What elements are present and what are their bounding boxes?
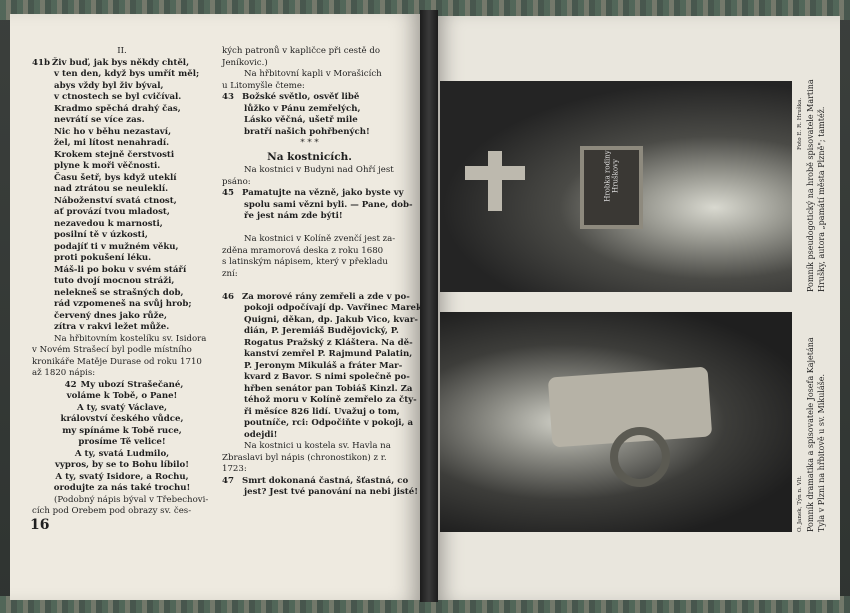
line-text	[222, 280, 225, 290]
line-text: Kradmo spěchá drahý čas,	[54, 103, 181, 114]
text-line	[222, 188, 404, 200]
line-text: poutníče, rci: Odpočiňte v pokoji, a	[244, 418, 414, 428]
text-line	[32, 472, 212, 484]
line-text: zděna mramorová deska z roku 1680	[222, 245, 384, 256]
line-text: hřben senátor pan Tobiáš Kinzl. Za	[244, 383, 413, 394]
line-text: Na kostnici u kostela sv. Havla na	[244, 441, 391, 451]
text-line	[222, 58, 397, 70]
line-text: my spínáme k Tobě ruce,	[62, 425, 182, 436]
line-text: v ten den, když bys umřít měl;	[54, 69, 200, 79]
line-text: Zbraslavi byl nápis (chronostikon) z r.	[222, 452, 387, 463]
line-text: Pamatujte na vězně, jako byste vy	[242, 188, 404, 198]
text-line	[222, 138, 397, 150]
text-line	[32, 391, 212, 403]
text-line	[32, 495, 212, 507]
grave-plaque	[580, 146, 643, 229]
line-text: kvard z Bavor. S nimi společně po-	[244, 372, 410, 382]
text-line	[222, 441, 397, 453]
text-line	[32, 345, 212, 357]
text-line	[32, 127, 212, 139]
line-text: ře jest nám zde býti!	[244, 211, 343, 221]
line-text: odejdi!	[244, 429, 278, 440]
text-line	[222, 81, 397, 93]
text-line	[222, 383, 413, 396]
line-text: spolu sami vězni byli. — Pane, dob-	[244, 199, 413, 210]
right-column-text	[222, 46, 422, 499]
text-line	[222, 418, 414, 430]
text-line	[32, 242, 212, 254]
caption-bottom-credit: O. Janek, Týn n. Vlt.	[797, 475, 803, 532]
line-text: Lásko věčná, ušetř mile	[244, 115, 358, 125]
text-line	[222, 46, 397, 58]
text-line	[222, 453, 397, 465]
line-text: bratří našich pohřbených!	[244, 126, 370, 137]
text-line	[32, 265, 212, 277]
verse-number: 42	[64, 379, 77, 390]
text-line	[222, 234, 397, 246]
text-line	[222, 395, 417, 407]
line-text: Na hřbitovním kostelíku sv. Isidora	[54, 333, 207, 344]
page-number: 16	[30, 517, 50, 533]
text-line	[222, 69, 397, 81]
line-text: plyne k moři věčnosti.	[54, 161, 161, 171]
line-text: prosíme Tě velice!	[78, 437, 166, 447]
plaque-inscription: Hrobka rodiny Hruškovy	[603, 150, 620, 202]
text-line	[222, 464, 397, 476]
line-text: II.	[117, 46, 127, 56]
caption-top-line1: Pomník pseudogotický na hrobě spisovatele Martina	[806, 79, 815, 292]
line-text: téhož moru v Kolíně zemřelo za čty-	[244, 395, 417, 405]
text-line	[32, 184, 212, 196]
line-text: vypros, by se to Bohu líbilo!	[54, 460, 190, 470]
text-line	[32, 150, 212, 162]
verse-number: 41b	[32, 57, 50, 68]
text-line	[32, 58, 212, 70]
line-text: Rogatus Pražský z Kláštera. Na dě-	[244, 337, 413, 348]
text-line	[32, 46, 212, 58]
line-text: dián, P. Jeremiáš Budějovický, P.	[244, 326, 399, 336]
text-line	[32, 403, 212, 415]
text-line	[222, 360, 403, 373]
line-text: voláme k Tobě, o Pane!	[66, 391, 178, 401]
line-text: psáno:	[222, 176, 251, 187]
line-text: Na kostnici v Kolíně zvenčí jest za-	[244, 234, 396, 244]
text-line	[32, 81, 212, 93]
text-line	[32, 483, 212, 495]
text-line	[222, 430, 397, 442]
line-text: Živ buď, jak bys někdy chtěl,	[52, 57, 190, 68]
line-text: A ty, svatý Václave,	[76, 402, 168, 413]
line-text: kých patronů v kapličce při cestě do	[222, 46, 381, 56]
text-line	[222, 127, 397, 139]
text-line	[222, 269, 397, 281]
line-text: Za morové rány zemřeli a zde v po-	[242, 291, 410, 302]
text-line	[222, 291, 410, 304]
text-line	[222, 115, 397, 127]
line-text: P. Jeronym Mikuláš a fráter Mar-	[244, 360, 403, 371]
text-line	[32, 357, 212, 369]
text-line	[32, 207, 212, 219]
line-text: Náboženství svatá ctnost,	[54, 195, 177, 206]
text-line	[32, 368, 212, 380]
text-line	[32, 161, 212, 173]
verse-number: 45	[222, 188, 234, 198]
text-line	[32, 380, 212, 392]
line-text: Quigni, děkan, dp. Jakub Vico, kvar-	[244, 314, 418, 325]
line-text: orodujte za nás také trochu!	[53, 483, 191, 493]
line-text: až 1820 nápis:	[32, 368, 96, 378]
line-text: abys vždy byl živ býval,	[54, 80, 164, 91]
caption-top-line2: Hrušky, autora „památí města Plzně"; tamtéž.	[817, 106, 826, 292]
grave-photo-hruska	[440, 81, 792, 292]
text-line	[222, 406, 400, 419]
line-text: cích pod Orebem pod obrazy sv. čes-	[32, 506, 192, 516]
text-line	[32, 414, 212, 426]
text-line	[222, 223, 397, 235]
text-line	[32, 219, 212, 231]
book-gutter	[420, 10, 438, 602]
line-text: pokoji odpočívají dp. Vavřinec Marek	[244, 303, 422, 313]
text-line	[32, 196, 212, 208]
grave-photo-tyl	[440, 312, 792, 532]
line-text: * * *	[300, 138, 319, 148]
line-text: v Novém Strašecí byl podle místního	[32, 345, 192, 355]
line-text: Nic ho v běhu nezastaví,	[54, 126, 172, 137]
line-text: kronikáře Matěje Durase od roku 1710	[32, 356, 202, 367]
text-line	[32, 69, 212, 81]
line-text: Krokem stejně čerstvosti	[54, 149, 175, 160]
caption-bottom-line2: Tyla v Plzni na hřbitově u sv. Mikuláše.	[817, 373, 826, 532]
line-text: zní:	[222, 268, 238, 279]
line-text: posilní tě v úzkosti,	[54, 230, 148, 240]
line-text: A ty, svatý Isidore, a Rochu,	[55, 471, 189, 482]
line-text: neleknеš se strašných dob,	[54, 287, 184, 298]
left-column-text	[32, 46, 212, 518]
line-text: podajíť ti v mužném věku,	[54, 241, 179, 252]
text-line	[32, 115, 212, 127]
line-text: tuto dvojí mocnou stráži,	[54, 276, 175, 286]
text-line	[32, 288, 212, 300]
text-line	[222, 475, 409, 488]
text-line	[32, 449, 212, 461]
line-text: My ubozí Strašečané,	[80, 379, 184, 390]
line-text: nevrátí se více zas.	[54, 115, 145, 125]
verse-number: 43	[222, 92, 234, 102]
text-line	[32, 334, 212, 346]
verse-number: 47	[222, 475, 234, 486]
text-line	[32, 299, 212, 311]
text-line	[222, 177, 397, 189]
line-text: nezavedou k marnosti,	[54, 218, 163, 229]
line-text: Smrt dokonaná častná, šťastná, co	[242, 475, 409, 486]
line-text: Na hřbitovní kapli v Morašicích	[244, 69, 382, 79]
line-text: Na kostnicích.	[267, 150, 352, 163]
text-line	[222, 165, 397, 177]
text-line	[32, 426, 212, 438]
line-text: A ty, svatá Ludmilo,	[74, 448, 170, 459]
cross-vertical	[488, 151, 502, 211]
line-text: s latinským nápisem, který v překladu	[222, 257, 388, 267]
text-line	[222, 337, 413, 350]
text-line	[32, 253, 212, 265]
caption-bottom-line1: Pomník dramatika a spisovatele Josefa Kajetána	[806, 337, 815, 532]
text-line	[32, 506, 212, 518]
line-text: nad ztrátou se neuleklí.	[54, 184, 169, 194]
line-text	[222, 223, 225, 233]
line-text: ať provází tvou mladost,	[54, 207, 170, 217]
text-line	[222, 314, 418, 327]
text-line	[222, 104, 397, 116]
line-text: v ctnostech se byl cvičíval.	[54, 92, 182, 102]
text-line	[222, 199, 413, 212]
line-text: 1723:	[222, 464, 247, 474]
line-text: lůžko v Pánu zemřelých,	[244, 103, 361, 114]
line-text: ři měsíce 826 lidí. Uvažuj o tom,	[244, 406, 400, 417]
line-text: Času šetř, bys když uteklí	[54, 172, 177, 183]
line-text: království českého vůdce,	[60, 414, 184, 424]
line-text: červený dnes jako růže,	[54, 310, 167, 321]
text-line	[222, 303, 422, 315]
text-line	[32, 437, 212, 449]
line-text: u Litomyšle čteme:	[222, 80, 305, 91]
verse-number: 46	[222, 291, 234, 302]
text-line	[32, 104, 212, 116]
caption-top-credit: Foto E. R. Hruška.	[797, 97, 803, 150]
text-line	[32, 173, 212, 185]
text-line	[222, 349, 413, 361]
text-line	[32, 276, 212, 288]
text-line	[32, 138, 212, 150]
line-text: proti pokušení léku.	[54, 253, 152, 263]
text-line	[222, 372, 410, 384]
text-line	[32, 322, 212, 334]
line-text: Máš-li po boku v svém stáří	[54, 264, 187, 275]
text-line	[32, 230, 212, 242]
line-text: rád vzpomeneš na svůj hrob;	[54, 299, 192, 309]
line-text: Božské světlo, osvěť libě	[242, 92, 360, 102]
line-text: Jeníkovic.)	[222, 57, 268, 68]
text-line	[222, 280, 397, 292]
text-line	[222, 487, 419, 499]
text-line	[222, 92, 397, 104]
text-line	[222, 326, 397, 338]
text-line	[222, 152, 397, 164]
line-text: zítra v rakvi ležet může.	[54, 322, 170, 332]
line-text: (Podobný nápis býval v Třebechovi-	[54, 494, 209, 505]
text-line	[222, 257, 397, 269]
text-line	[32, 92, 212, 104]
wreath	[610, 427, 670, 487]
line-text: žel, mi lítost nenahradí.	[54, 138, 170, 148]
text-line	[222, 211, 397, 223]
line-text: Na kostnici v Budyni nad Ohří jest	[244, 165, 394, 175]
text-line	[222, 246, 397, 258]
line-text: jest? Jest tvé panování na nebi jisté!	[244, 487, 419, 497]
text-line	[32, 311, 212, 323]
text-line	[32, 460, 212, 472]
line-text: kanství zemřel P. Rajmund Palatin,	[244, 349, 413, 359]
